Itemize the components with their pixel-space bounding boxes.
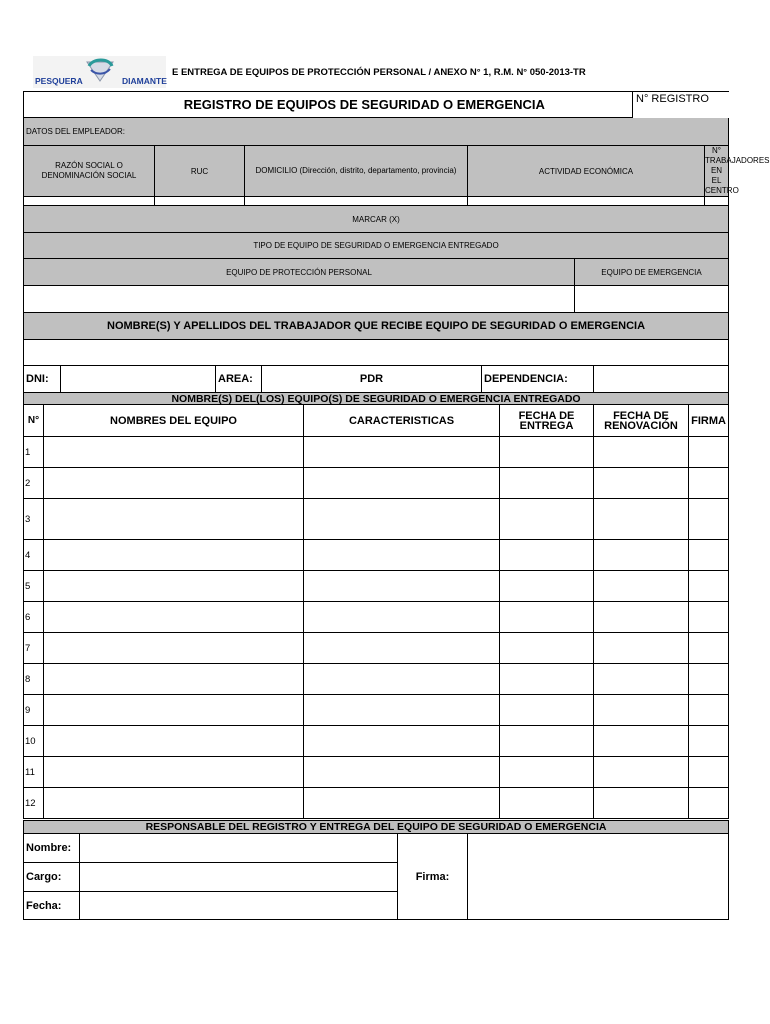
fecha-renovacion-cell[interactable] [594,788,689,819]
fecha-entrega-cell[interactable] [500,695,594,726]
employer-section-label: DATOS DEL EMPLEADOR: [24,118,729,146]
firma-cell[interactable] [689,788,729,819]
firma-cell[interactable] [689,664,729,695]
cargo-field[interactable] [80,863,398,892]
equipment-list-table [23,392,729,819]
firma-label: Firma: [398,834,468,920]
table-row [24,468,729,499]
equipment-type-table [23,205,729,313]
equipo-emergencia-mark[interactable] [575,286,729,313]
row-number: 11 [24,757,44,788]
equipo-proteccion-mark[interactable] [24,286,575,313]
nombre-equipo-cell[interactable] [44,540,304,571]
nombre-equipo-cell[interactable] [44,571,304,602]
col-nombres-equipo: NOMBRES DEL EQUIPO [44,405,304,437]
form-title: REGISTRO DE EQUIPOS DE SEGURIDAD O EMERGENCIA [24,92,705,118]
tipo-equipo-label: TIPO DE EQUIPO DE SEGURIDAD O EMERGENCIA ENTREGADO [24,233,729,259]
dni-field[interactable] [61,366,216,393]
fecha-entrega-cell[interactable] [500,633,594,664]
col-firma: FIRMA [689,405,729,437]
responsable-title: RESPONSABLE DEL REGISTRO Y ENTREGA DEL EQUIPO DE SEGURIDAD O EMERGENCIA [24,821,729,834]
row-number: 3 [24,499,44,540]
nombre-equipo-cell[interactable] [44,726,304,757]
nombre-equipo-cell[interactable] [44,633,304,664]
col-razon-social: RAZÓN SOCIAL O DENOMINACIÓN SOCIAL [24,146,155,197]
fecha-entrega-cell[interactable] [500,540,594,571]
fecha-renovacion-cell[interactable] [594,695,689,726]
nombre-label: Nombre: [24,834,80,863]
logo-text-left: PESQUERA [35,76,83,86]
fecha-entrega-cell[interactable] [500,499,594,540]
fecha-renovacion-cell[interactable] [594,602,689,633]
row-number: 4 [24,540,44,571]
dependencia-label: DEPENDENCIA: [482,366,594,393]
fecha-renovacion-cell[interactable] [594,499,689,540]
table-row [24,602,729,633]
nombre-equipo-cell[interactable] [44,788,304,819]
registro-number-box [632,92,729,118]
registro-label: N° REGISTRO [636,93,709,105]
equipo-proteccion-label: EQUIPO DE PROTECCIÓN PERSONAL [24,259,575,286]
cargo-label: Cargo: [24,863,80,892]
col-fecha-renovacion: FECHA DE RENOVACIÓN [594,405,689,437]
worker-table [23,312,729,393]
firma-cell[interactable] [689,571,729,602]
table-row [24,633,729,664]
area-value: PDR [262,366,482,393]
caracteristicas-cell[interactable] [304,788,500,819]
caracteristicas-cell[interactable] [304,757,500,788]
area-label: AREA: [216,366,262,393]
table-row [24,726,729,757]
table-row [24,695,729,726]
caracteristicas-cell[interactable] [304,540,500,571]
fecha-renovacion-cell[interactable] [594,757,689,788]
fecha-renovacion-cell[interactable] [594,664,689,695]
caracteristicas-cell[interactable] [304,602,500,633]
nombre-equipo-cell[interactable] [44,602,304,633]
firma-cell[interactable] [689,437,729,468]
fecha-field[interactable] [80,892,398,920]
row-number: 10 [24,726,44,757]
fecha-entrega-cell[interactable] [500,437,594,468]
firma-cell[interactable] [689,726,729,757]
fecha-label: Fecha: [24,892,80,920]
nombre-equipo-cell[interactable] [44,499,304,540]
firma-cell[interactable] [689,468,729,499]
col-caracteristicas: CARACTERISTICAS [304,405,500,437]
fecha-renovacion-cell[interactable] [594,571,689,602]
row-number: 12 [24,788,44,819]
row-number: 5 [24,571,44,602]
caracteristicas-cell[interactable] [304,664,500,695]
fecha-renovacion-cell[interactable] [594,540,689,571]
logo-text-right: DIAMANTE [122,76,167,86]
table-row [24,571,729,602]
col-num: N° [24,405,44,437]
table-row [24,757,729,788]
col-fecha-entrega: FECHA DE ENTREGA [500,405,594,437]
fecha-renovacion-cell[interactable] [594,437,689,468]
col-domicilio: DOMICILIO (Dirección, distrito, departamento, provincia) [245,146,468,197]
firma-cell[interactable] [689,540,729,571]
row-number: 9 [24,695,44,726]
table-row [24,540,729,571]
fecha-entrega-cell[interactable] [500,664,594,695]
nombre-field[interactable] [80,834,398,863]
nombre-equipo-cell[interactable] [44,437,304,468]
table-row [24,437,729,468]
trabajador-name-field[interactable] [24,340,729,366]
fecha-renovacion-cell[interactable] [594,468,689,499]
nombre-equipo-cell[interactable] [44,695,304,726]
row-number: 2 [24,468,44,499]
firma-cell[interactable] [689,633,729,664]
fecha-entrega-cell[interactable] [500,788,594,819]
fecha-renovacion-cell[interactable] [594,726,689,757]
row-number: 8 [24,664,44,695]
trabajador-title: NOMBRE(S) Y APELLIDOS DEL TRABAJADOR QUE RECIBE EQUIPO DE SEGURIDAD O EMERGENCIA [24,313,729,340]
row-number: 7 [24,633,44,664]
col-ruc: RUC [155,146,245,197]
caracteristicas-cell[interactable] [304,468,500,499]
equipo-emergencia-label: EQUIPO DE EMERGENCIA [575,259,729,286]
employer-table [23,91,770,223]
fecha-entrega-cell[interactable] [500,571,594,602]
firma-cell[interactable] [689,757,729,788]
header-title: E ENTREGA DE EQUIPOS DE PROTECCIÓN PERSONAL / ANEXO N° 1, R.M. N° 050-2013-TR [172,67,586,78]
company-logo [33,56,166,88]
row-number: 6 [24,602,44,633]
firma-cell[interactable] [689,499,729,540]
table-row [24,664,729,695]
col-actividad: ACTIVIDAD ECONÓMICA [468,146,705,197]
firma-cell[interactable] [689,695,729,726]
dni-label: DNI: [24,366,61,393]
col-trabajadores: N° TRABAJADORES EN EL CENTRO [705,146,770,195]
caracteristicas-cell[interactable] [304,437,500,468]
equipos-title: NOMBRE(S) DEL(LOS) EQUIPO(S) DE SEGURIDAD O EMERGENCIA ENTREGADO [24,393,729,405]
fecha-renovacion-cell[interactable] [594,633,689,664]
caracteristicas-cell[interactable] [304,633,500,664]
fecha-entrega-cell[interactable] [500,602,594,633]
table-row [24,788,729,819]
caracteristicas-cell[interactable] [304,726,500,757]
firma-field[interactable] [468,834,729,920]
row-number: 1 [24,437,44,468]
nombre-equipo-cell[interactable] [44,757,304,788]
fecha-entrega-cell[interactable] [500,757,594,788]
nombre-equipo-cell[interactable] [44,468,304,499]
dependencia-field[interactable] [594,366,729,393]
table-row [24,499,729,540]
diamond-logo-icon [83,56,117,82]
marcar-label: MARCAR (X) [24,206,729,233]
fecha-entrega-cell[interactable] [500,726,594,757]
caracteristicas-cell[interactable] [304,571,500,602]
responsible-table [23,820,729,920]
caracteristicas-cell[interactable] [304,695,500,726]
firma-cell[interactable] [689,602,729,633]
fecha-entrega-cell[interactable] [500,468,594,499]
caracteristicas-cell[interactable] [304,499,500,540]
nombre-equipo-cell[interactable] [44,664,304,695]
